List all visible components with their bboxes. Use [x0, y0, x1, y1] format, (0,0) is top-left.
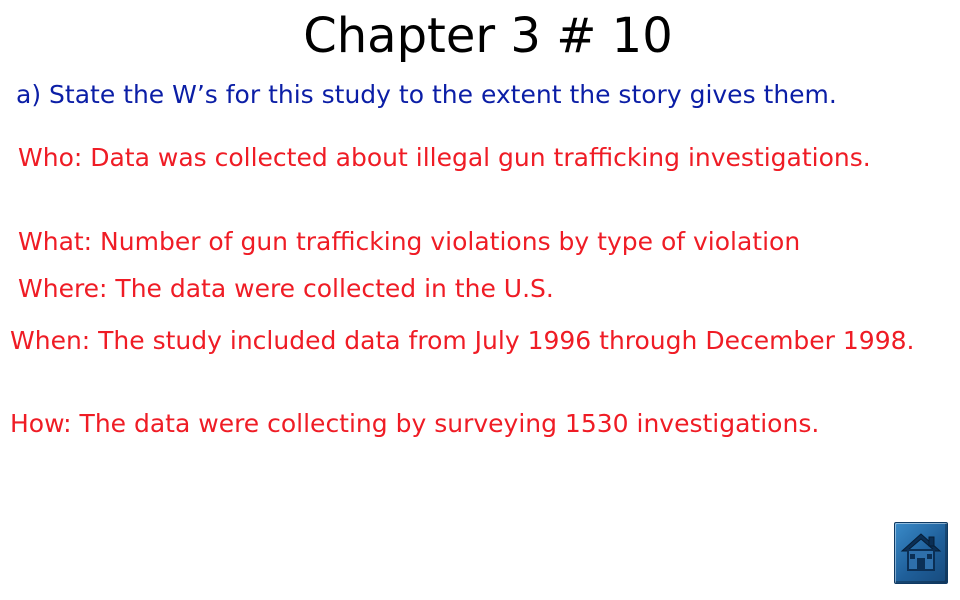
- home-button[interactable]: [894, 522, 948, 584]
- slide-title: Chapter 3 # 10: [303, 8, 673, 64]
- answer-what: What: Number of gun trafficking violations by type of violation: [18, 227, 801, 256]
- answer-when: When: The study included data from July 1996 through December 1998.: [10, 326, 915, 355]
- answer-who: Who: Data was collected about illegal gun trafficking investigations.: [18, 143, 871, 172]
- answer-how: How: The data were collecting by surveying 1530 investigations.: [10, 409, 820, 438]
- home-icon: [899, 531, 943, 575]
- answer-where: Where: The data were collected in the U.S.: [18, 274, 554, 303]
- question-text: a) State the W’s for this study to the extent the story gives them.: [16, 80, 837, 109]
